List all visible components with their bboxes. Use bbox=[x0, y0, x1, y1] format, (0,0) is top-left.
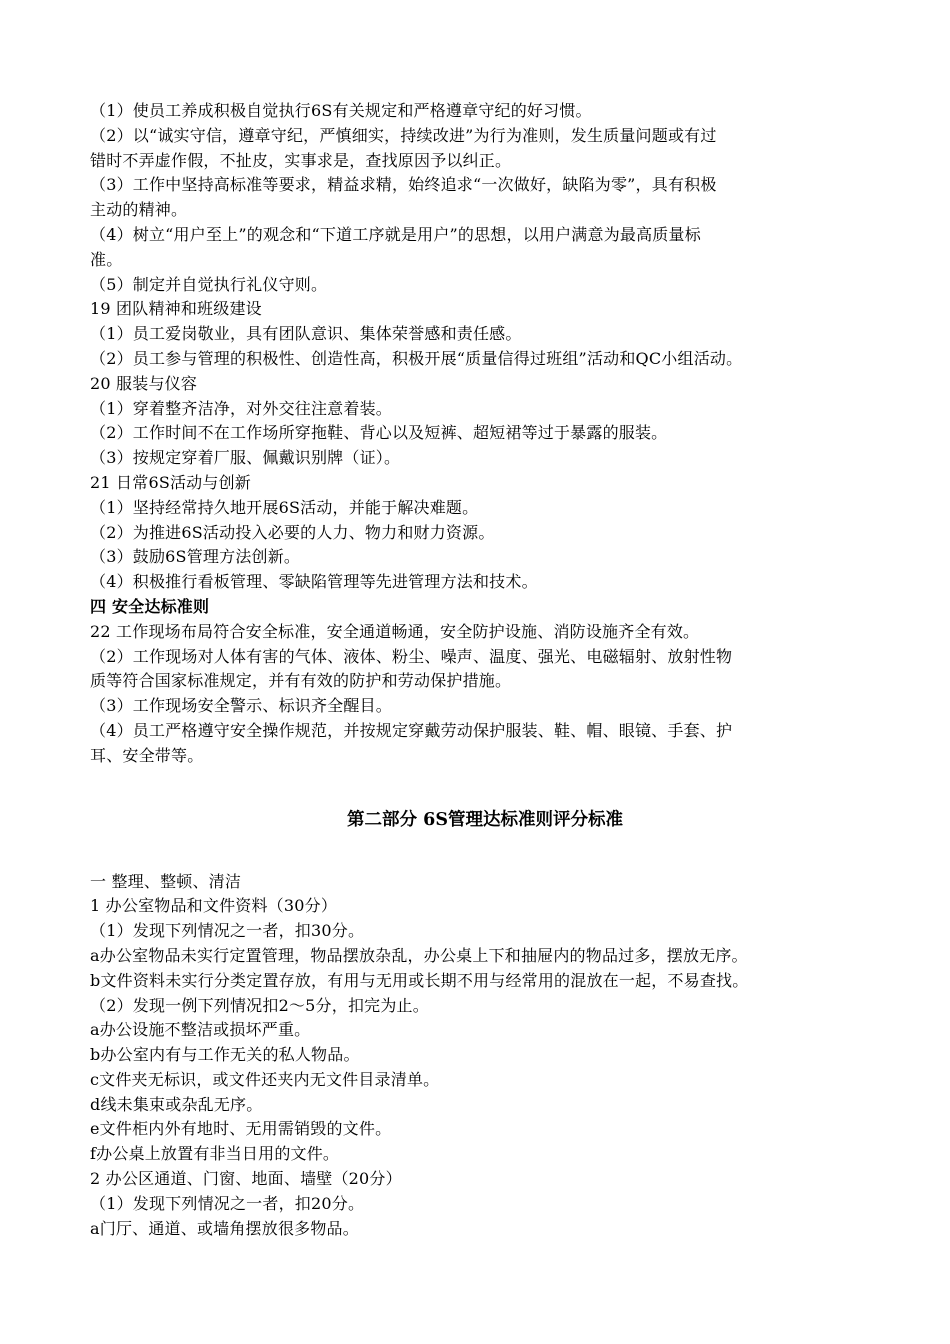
text-line: （3）工作中坚持高标准等要求，精益求精，始终追求“一次做好，缺陷为零”，具有积极 bbox=[90, 175, 717, 195]
text-line: 21 日常6S活动与创新 bbox=[90, 472, 251, 492]
text-line: 质等符合国家标准规定，并有有效的防护和劳动保护措施。 bbox=[90, 671, 512, 691]
text-line: （2）工作现场对人体有害的气体、液体、粉尘、噪声、温度、强光、电磁辐射、放射性物 bbox=[90, 646, 733, 666]
section-conduct-rules bbox=[90, 99, 880, 595]
text-line: 耳、安全带等。 bbox=[90, 745, 204, 765]
text-line: （3）工作现场安全警示、标识齐全醒目。 bbox=[90, 696, 392, 716]
section-scoring-standards bbox=[90, 870, 880, 1242]
text-line: a门厅、通道、或墙角摆放很多物品。 bbox=[90, 1218, 359, 1238]
text-line: （4）树立“用户至上”的观念和“下道工序就是用户”的思想，以用户满意为最高质量标 bbox=[90, 224, 701, 244]
text-line: a办公设施不整洁或损坏严重。 bbox=[90, 1020, 311, 1040]
text-line: （1）坚持经常持久地开展6S活动，并能于解决难题。 bbox=[90, 497, 479, 517]
text-line: （2）为推进6S活动投入必要的人力、物力和财力资源。 bbox=[90, 522, 495, 542]
text-line: （1）穿着整齐洁净，对外交往注意着装。 bbox=[90, 398, 392, 418]
text-line: b办公室内有与工作无关的私人物品。 bbox=[90, 1045, 360, 1065]
text-line: （4）积极推行看板管理、零缺陷管理等先进管理方法和技术。 bbox=[90, 572, 538, 592]
text-line: 22 工作现场布局符合安全标准，安全通道畅通，安全防护设施、消防设施齐全有效。 bbox=[90, 621, 700, 641]
text-line: （1）发现下列情况之一者，扣20分。 bbox=[90, 1193, 365, 1213]
text-line: （5）制定并自觉执行礼仪守则。 bbox=[90, 274, 328, 294]
text-line: （3）按规定穿着厂服、佩戴识别牌（证）。 bbox=[90, 448, 401, 468]
text-line: b文件资料未实行分类定置存放，有用与无用或长期不用与经常用的混放在一起，不易查找。 bbox=[90, 970, 749, 990]
text-line: 错时不弄虚作假，不扯皮，实事求是，查找原因予以纠正。 bbox=[90, 150, 512, 170]
text-line: （4）员工严格遵守安全操作规范，并按规定穿戴劳动保护服装、鞋、帽、眼镜、手套、护 bbox=[90, 720, 733, 740]
section-heading-safety: 四 安全达标准则 bbox=[90, 596, 210, 616]
section-safety-rules bbox=[90, 620, 880, 769]
text-line: c文件夹无标识，或文件还夹内无文件目录清单。 bbox=[90, 1069, 440, 1089]
text-line: a办公室物品未实行定置管理，物品摆放杂乱，办公桌上下和抽屉内的物品过多，摆放无序。 bbox=[90, 945, 748, 965]
text-line: 主动的精神。 bbox=[90, 200, 188, 220]
text-line: 准。 bbox=[90, 249, 123, 269]
text-line: e文件柜内外有地时、无用需销毁的文件。 bbox=[90, 1119, 392, 1139]
text-line: （2）发现一例下列情况扣2～5分，扣完为止。 bbox=[90, 995, 429, 1015]
text-line: 一 整理、整顿、清洁 bbox=[90, 871, 242, 891]
text-line: （1）员工爱岗敬业，具有团队意识、集体荣誉感和责任感。 bbox=[90, 324, 522, 344]
text-line: （2）以“诚实守信，遵章守纪，严慎细实，持续改进”为行为准则，发生质量问题或有过 bbox=[90, 125, 717, 145]
text-line: 20 服装与仪容 bbox=[90, 373, 198, 393]
text-line: 2 办公区通道、门窗、地面、墙壁（20分） bbox=[90, 1169, 402, 1189]
text-line: （1）使员工养成积极自觉执行6S有关规定和严格遵章守纪的好习惯。 bbox=[90, 101, 592, 120]
text-line: f办公桌上放置有非当日用的文件。 bbox=[90, 1144, 340, 1164]
part-title: 第二部分 6S管理达标准则评分标准 bbox=[347, 809, 623, 830]
text-line: （3）鼓励6S管理方法创新。 bbox=[90, 547, 301, 567]
text-line: d线未集束或杂乱无序。 bbox=[90, 1094, 263, 1114]
text-line: 19 团队精神和班级建设 bbox=[90, 299, 262, 319]
text-line: （2）员工参与管理的积极性、创造性高，积极开展“质量信得过班组”活动和QC小组活动。 bbox=[90, 348, 743, 368]
text-line: （1）发现下列情况之一者，扣30分。 bbox=[90, 921, 365, 941]
text-line: （2）工作时间不在工作场所穿拖鞋、背心以及短裤、超短裙等过于暴露的服装。 bbox=[90, 423, 668, 443]
text-line: 1 办公室物品和文件资料（30分） bbox=[90, 896, 338, 916]
document-page bbox=[90, 99, 880, 1241]
